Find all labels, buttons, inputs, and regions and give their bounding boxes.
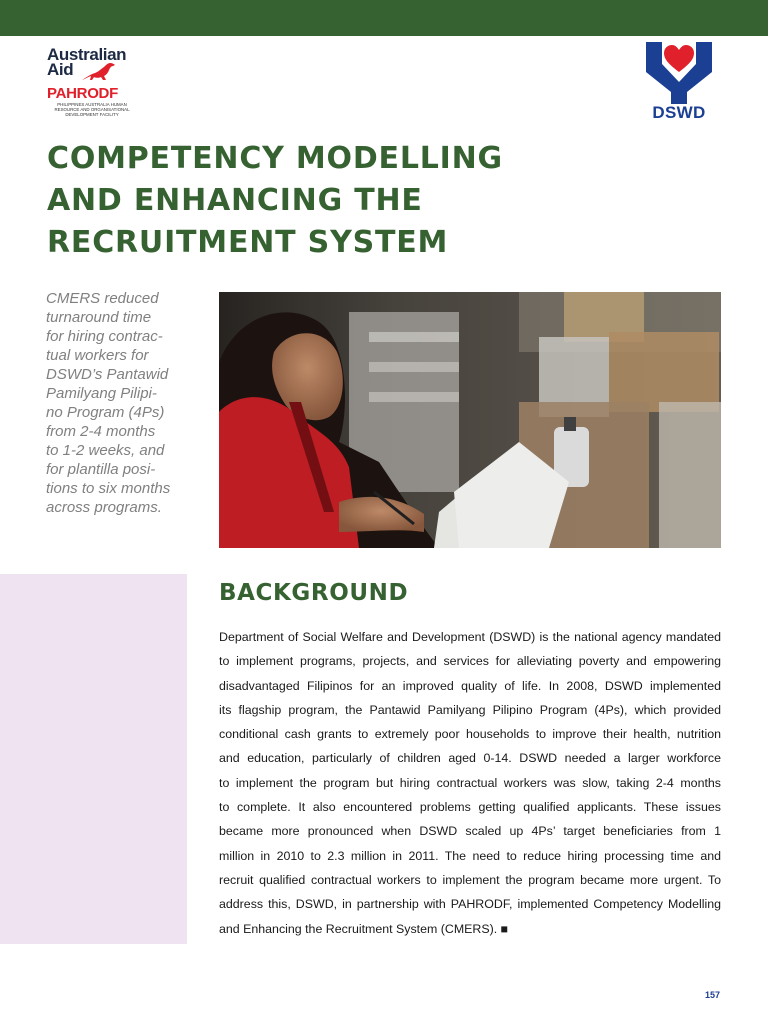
paragraph-line: to implement programs, projects, and services for alleviating poverty and empowering — [219, 654, 721, 669]
paragraph-line: to implement the program but hiring contractual workers was slow, taking 2-4 months — [219, 775, 721, 790]
paragraph-line: its flagship program, the Pantawid Pamilyang Pilipino Program (4Ps), which provided — [219, 702, 721, 717]
photo-illustration — [219, 292, 721, 548]
pull-quote-line: for plantilla posi- — [46, 461, 156, 478]
page-title — [47, 138, 567, 264]
paragraph-line: disadvantaged Filipinos for an improved quality of life. In 2008, DSWD implemented — [219, 678, 721, 693]
background-paragraph — [219, 625, 721, 941]
australian-aid-pahrodf-logo — [47, 44, 142, 124]
paragraph-line: became more pronounced when DSWD scaled up 4Ps’ target beneficiaries from 1 — [219, 824, 721, 839]
pull-quote-line: Pamilyang Pilipi- — [46, 385, 157, 402]
australian-aid-line2: Aid — [47, 60, 74, 79]
paragraph-line: address this, DSWD, in partnership with PAHRODF, implemented Competency Modelling — [219, 897, 721, 912]
title-line: COMPETENCY MODELLING — [47, 141, 503, 176]
australian-aid-line1: Australian — [47, 45, 127, 64]
paragraph-line: million in 2010 to 2.3 million in 2011. The need to reduce hiring processing time and — [219, 848, 721, 863]
pahrodf-wordmark: PAHRODF — [47, 85, 118, 102]
pull-quote-line: turnaround time — [46, 309, 152, 326]
pull-quote — [46, 289, 196, 517]
paragraph-line: to complete. It also encountered problems getting qualified applicants. These issues — [219, 800, 721, 815]
title-line: RECRUITMENT SYSTEM — [47, 225, 449, 260]
title-line: AND ENHANCING THE — [47, 183, 423, 218]
paragraph-line: Department of Social Welfare and Development (DSWD) is the national agency mandated — [219, 630, 721, 644]
background-heading: BACKGROUND — [219, 580, 409, 606]
paragraph-line: recruit qualified contractual workers to implement the program became more urgent. To — [219, 872, 721, 887]
pahrodf-subtitle: PHILIPPINES AUSTRALIA HUMAN RESOURCE AND ORGANISATIONAL DEVELOPMENT FACILITY — [54, 102, 130, 117]
paragraph-line: and Enhancing the Recruitment System (CMERS). ■ — [219, 921, 509, 936]
dswd-wordmark: DSWD — [652, 103, 706, 122]
pull-quote-line: tual workers for — [46, 347, 149, 364]
dswd-emblem-icon — [646, 42, 712, 104]
pull-quote-line: no Program (4Ps) — [46, 404, 165, 421]
pull-quote-line: across programs. — [46, 499, 162, 516]
top-color-bar — [0, 0, 768, 36]
pull-quote-line: tions to six months — [46, 480, 171, 497]
paragraph-line: and education, particularly of children aged 0-14. DSWD needed a larger workforce — [219, 751, 721, 766]
worker-writing-photo — [219, 292, 721, 548]
paragraph-line: conditional cash grants to extremely poor households to improve their health, nutrition — [219, 727, 721, 742]
dswd-logo — [646, 42, 712, 126]
pull-quote-line: from 2-4 months — [46, 423, 156, 440]
pull-quote-line: to 1-2 weeks, and — [46, 442, 165, 459]
pull-quote-line: DSWD’s Pantawid — [46, 366, 169, 383]
pull-quote-line: for hiring contrac- — [46, 328, 163, 345]
page-number: 157 — [704, 990, 720, 1000]
kangaroo-icon — [79, 60, 119, 82]
pull-quote-line: CMERS reduced — [46, 290, 159, 307]
side-accent-panel — [0, 574, 187, 944]
